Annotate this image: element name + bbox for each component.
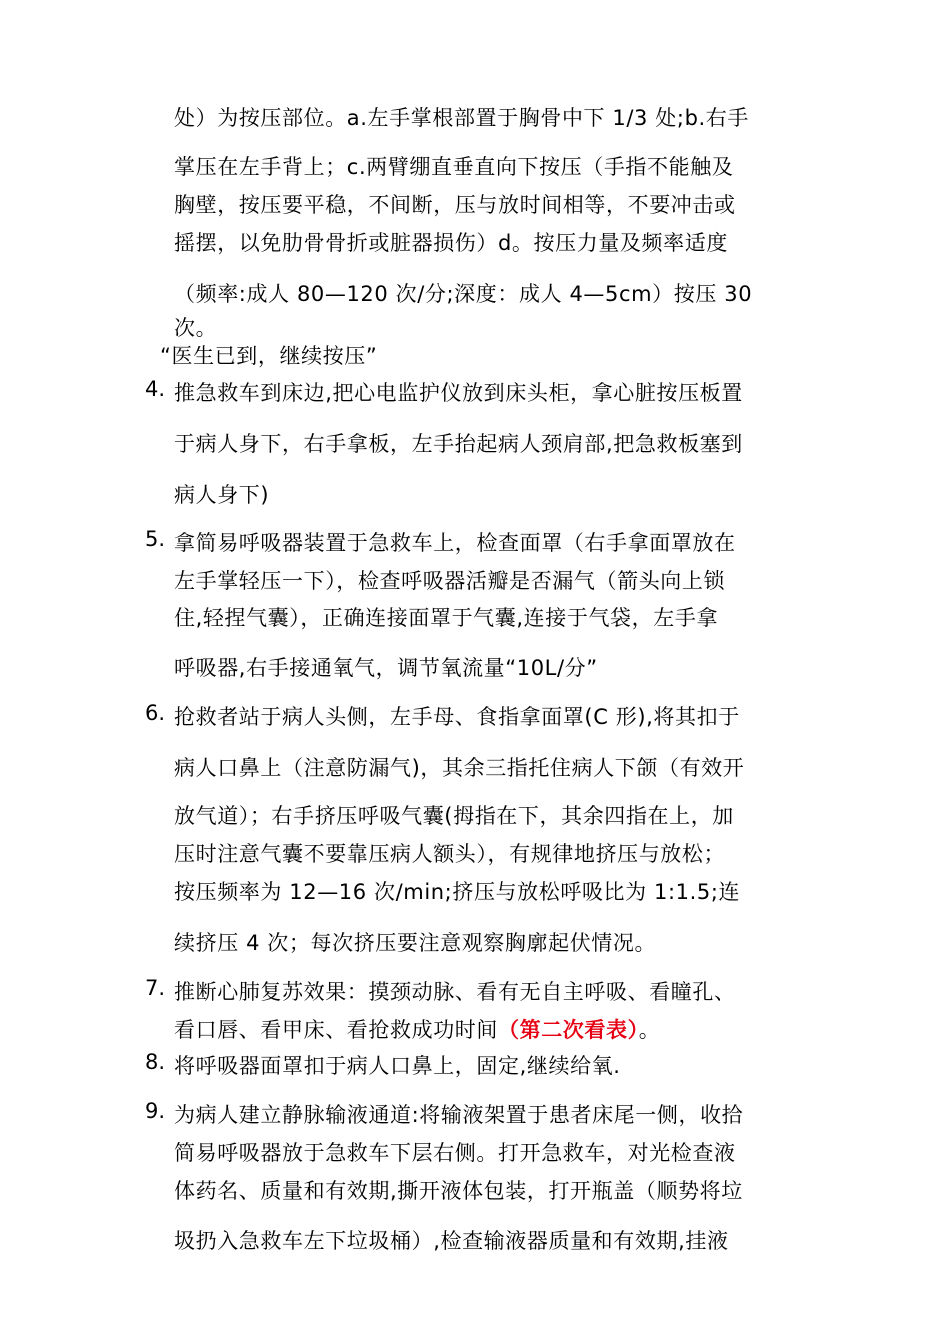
text-line: 处）为按压部位。a.左手掌根部置于胸骨中下 1/3 处;b.右手 [174,106,749,130]
list-number: 9. [145,1099,166,1123]
text-span: 看口唇、看甲床、看抢救成功时间 [174,1018,498,1042]
list-number: 7. [145,976,166,1000]
text-line: 次。 [174,316,218,340]
text-line: 为病人建立静脉输液通道:将输液架置于患者床尾一侧，收拾 [174,1103,744,1127]
text-line: 掌压在左手背上；c.两臂绷直垂直向下按压（手指不能触及 [174,155,734,179]
text-line: 胸壁，按压要平稳，不间断，压与放时间相等，不要冲击或 [174,193,736,217]
text-line: 推急救车到床边,把心电监护仪放到床头柜，拿心脏按压板置 [174,381,743,405]
text-line: 摇摆，以免肋骨骨折或脏器损伤）d。按压力量及频率适度 [174,231,728,255]
text-line: 呼吸器,右手接通氧气，调节氧流量“10L/分” [174,656,598,680]
text-line: 放气道）；右手挤压呼吸气囊(拇指在下，其余四指在上，加 [174,804,734,828]
text-line: 病人身下) [174,483,270,507]
text-line: 于病人身下，右手拿板，左手抬起病人颈肩部,把急救板塞到 [174,432,743,456]
text-line: 病人口鼻上（注意防漏气)，其余三指托住病人下颌（有效开 [174,756,745,780]
text-line: 体药名、质量和有效期,撕开液体包装，打开瓶盖（顺势将垃 [174,1179,743,1203]
text-line: 左手掌轻压一下），检查呼吸器活瓣是否漏气（箭头向上锁 [174,569,726,593]
text-line: 将呼吸器面罩扣于病人口鼻上，固定,继续给氧. [174,1054,621,1078]
text-line: 拿简易呼吸器装置于急救车上，检查面罩（右手拿面罩放在 [174,531,736,555]
text-line: 简易呼吸器放于急救车下层右侧。打开急救车，对光检查液 [174,1141,736,1165]
text-line: 抢救者站于病人头侧，左手母、食指拿面罩(C 形),将其扣于 [174,705,740,729]
text-line: （频率:成人 80—120 次/分;深度：成人 4—5cm）按压 30 [174,282,753,306]
list-number: 4. [145,377,166,401]
list-number: 8. [145,1050,166,1074]
quote-line: “医生已到，继续按压” [160,344,378,368]
list-number: 5. [145,527,166,551]
text-line [174,1014,660,1044]
list-number: 6. [145,701,166,725]
text-line: 续挤压 4 次；每次挤压要注意观察胸廓起伏情况。 [174,931,657,955]
text-span: 。 [638,1018,661,1042]
text-line: 按压频率为 12—16 次/min;挤压与放松呼吸比为 1:1.5;连 [174,880,741,904]
text-line: 压时注意气囊不要靠压病人额头），有规律地挤压与放松； [174,842,726,866]
text-line: 推断心肺复苏效果：摸颈动脉、看有无自主呼吸、看瞳孔、 [174,980,736,1004]
red-highlight: （第二次看表） [498,1018,639,1042]
text-line: 圾扔入急救车左下垃圾桶）,检查输液器质量和有效期,挂液 [174,1229,729,1253]
text-line: 住,轻捏气囊），正确连接面罩于气囊,连接于气袋，左手拿 [174,606,719,630]
